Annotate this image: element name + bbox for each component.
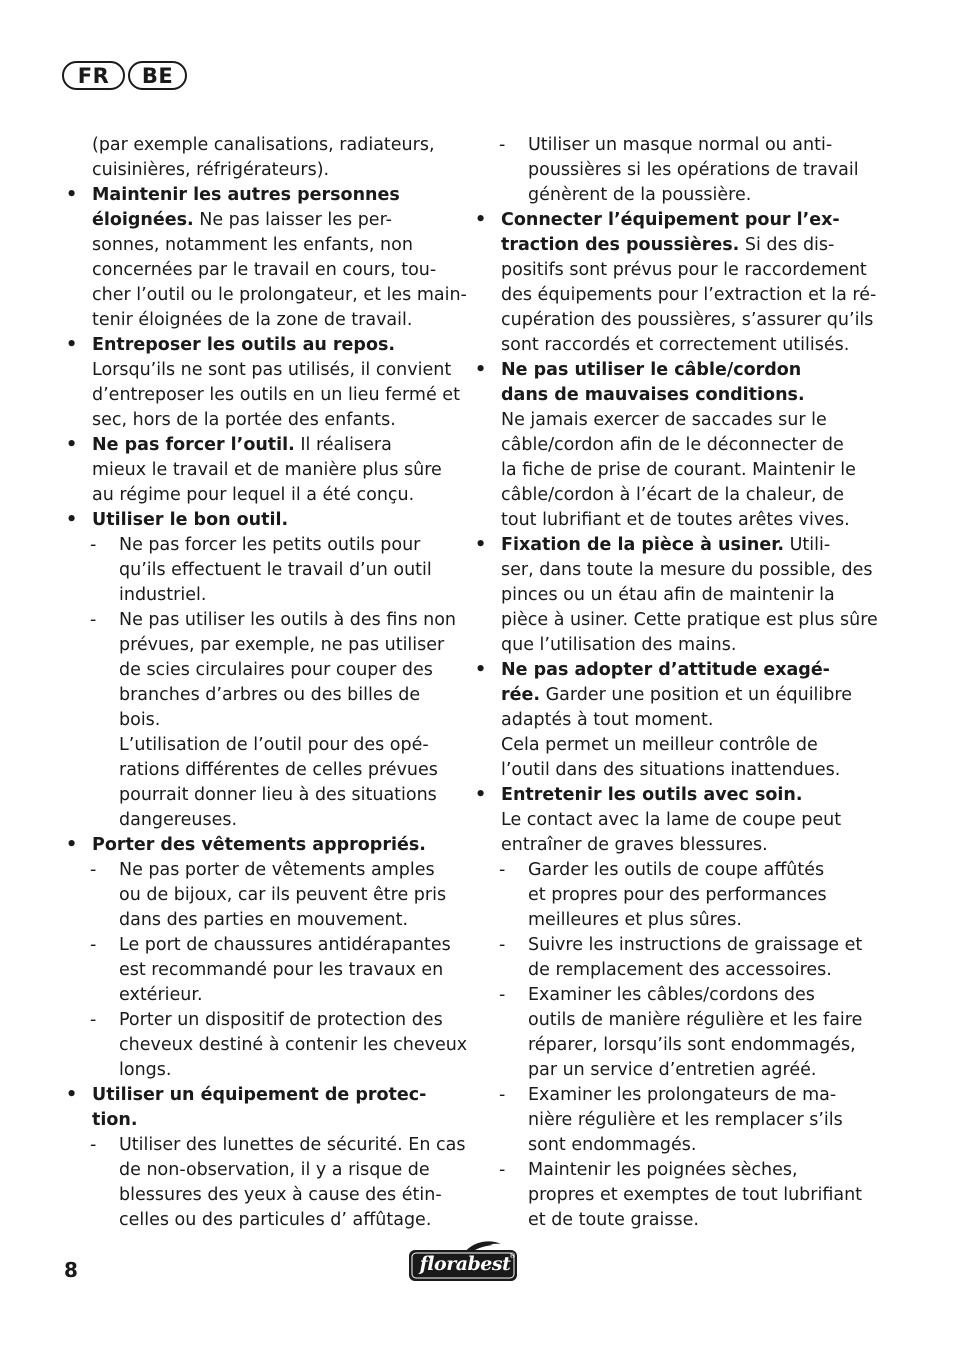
body-text: génèrent de la poussière. — [528, 185, 752, 205]
bullet-item — [473, 208, 865, 233]
body-text: câble/cordon à l’écart de la chaleur, de — [501, 485, 845, 505]
paragraph-line — [473, 308, 874, 333]
bold-heading-text: tion. — [92, 1110, 138, 1130]
paragraph-line — [64, 283, 467, 308]
bold-heading-text: Utiliser un équipement de protec- — [92, 1085, 427, 1105]
body-text: sont endommagés. — [528, 1135, 697, 1155]
body-text: cheveux destiné à contenir les cheveux — [119, 1035, 468, 1055]
body-text: tenir éloignées de la zone de travail. — [92, 310, 413, 330]
dash-item-continuation — [64, 983, 452, 1008]
paragraph-line — [473, 483, 865, 508]
body-text: positifs sont prévus pour le raccordement — [501, 260, 867, 280]
dash-item-continuation — [64, 883, 452, 908]
body-text: entraîner de graves blessures. — [501, 835, 768, 855]
body-text: Il réalisera — [294, 435, 392, 455]
body-text: Cela permet un meilleur contrôle de — [501, 735, 818, 755]
dash-item-continuation — [473, 1008, 865, 1033]
paragraph-line — [473, 458, 865, 483]
bullet-item — [473, 358, 865, 383]
body-text: L’utilisation de l’outil pour des opé- — [119, 735, 429, 755]
language-badge-be: BE — [128, 61, 187, 90]
body-text: meilleures et plus sûres. — [528, 910, 742, 930]
dash-item-continuation — [64, 1033, 468, 1058]
body-text: pinces ou un étau afin de maintenir la — [501, 585, 835, 605]
dash-item-continuation — [473, 1108, 865, 1133]
dash-item-continuation — [64, 733, 452, 758]
body-text: Utiliser des lunettes de sécurité. En cas — [119, 1135, 466, 1155]
dash-item-continuation — [473, 958, 865, 983]
bold-heading-text: rée. — [501, 685, 541, 705]
body-text: Ne jamais exercer de saccades sur le — [501, 410, 827, 430]
body-text: rations différentes de celles prévues — [119, 760, 438, 780]
body-text: extérieur. — [119, 985, 203, 1005]
body-text: Si des dis- — [739, 235, 835, 255]
bold-heading-text: Ne pas forcer l’outil. — [92, 435, 295, 455]
paragraph-line — [64, 258, 452, 283]
dash-item — [473, 858, 865, 883]
dash-item-continuation — [473, 1183, 865, 1208]
paragraph-line — [473, 808, 865, 833]
bold-heading-text: Ne pas adopter d’attitude exagé- — [501, 660, 830, 680]
dash-item — [64, 533, 452, 558]
dash-item — [64, 858, 452, 883]
body-text: Examiner les prolongateurs de ma- — [528, 1085, 837, 1105]
bold-heading-text: Ne pas utiliser le câble/cordon — [501, 360, 802, 380]
body-text: Maintenir les poignées sèches, — [528, 1160, 798, 1180]
body-text: de non-observation, il y a risque de — [119, 1160, 430, 1180]
bold-heading-text: Connecter l’équipement pour l’ex- — [501, 210, 840, 230]
paragraph-line — [473, 733, 865, 758]
bold-heading-text: Maintenir les autres personnes — [92, 185, 400, 205]
body-text: celles ou des particules d’ affûtage. — [119, 1210, 432, 1230]
dash-item — [64, 933, 452, 958]
dash-item — [473, 133, 865, 158]
paragraph-line — [64, 208, 452, 233]
language-badge-fr: FR — [62, 61, 125, 90]
bold-heading-text: Porter des vêtements appropriés. — [92, 835, 426, 855]
body-text: dangereuses. — [119, 810, 238, 830]
paragraph-line — [473, 258, 865, 283]
dash-item-continuation — [64, 558, 452, 583]
dash-item-continuation — [64, 658, 452, 683]
dash-item-continuation — [473, 1133, 865, 1158]
body-text: industriel. — [119, 585, 207, 605]
paragraph-line — [473, 683, 865, 708]
body-text: (par exemple canalisations, radiateurs, — [92, 135, 435, 155]
paragraph-line — [64, 233, 452, 258]
body-text: nière régulière et les remplacer s’ils — [528, 1110, 843, 1130]
body-text: ou de bijoux, car ils peuvent être pris — [119, 885, 447, 905]
left-column — [64, 133, 468, 1233]
dash-item-continuation — [64, 908, 452, 933]
dash-item — [64, 1008, 452, 1033]
paragraph-line — [473, 508, 865, 533]
bullet-item — [64, 433, 452, 458]
body-text: que l’utilisation des mains. — [501, 635, 737, 655]
body-text: Ne pas utiliser les outils à des fins non — [119, 610, 457, 630]
body-text: câble/cordon afin de le déconnecter de — [501, 435, 844, 455]
body-text: Utiliser un masque normal ou anti- — [528, 135, 833, 155]
dash-item-continuation — [64, 1208, 452, 1233]
body-text: l’outil dans des situations inattendues. — [501, 760, 841, 780]
paragraph-line — [473, 283, 877, 308]
paragraph-line — [473, 383, 865, 408]
dash-item-continuation — [64, 1158, 452, 1183]
body-text: adaptés à tout moment. — [501, 710, 714, 730]
paragraph-line — [473, 833, 865, 858]
paragraph-line — [473, 633, 865, 658]
body-text: Suivre les instructions de graissage et — [528, 935, 863, 955]
dash-item-continuation — [64, 708, 452, 733]
paragraph-line — [64, 458, 452, 483]
body-text: ser, dans toute la mesure du possible, des — [501, 560, 873, 580]
bullet-item — [64, 833, 452, 858]
paragraph-line — [64, 308, 452, 333]
body-text: est recommandé pour les travaux en — [119, 960, 444, 980]
body-text: sonnes, notamment les enfants, non — [92, 235, 413, 255]
body-text: Lorsqu’ils ne sont pas utilisés, il convient — [92, 360, 452, 380]
paragraph-line — [64, 158, 452, 183]
language-badges — [62, 61, 187, 90]
paragraph-line — [473, 233, 865, 258]
bold-heading-text: Utiliser le bon outil. — [92, 510, 289, 530]
body-text: propres et exemptes de tout lubrifiant — [528, 1185, 863, 1205]
florabest-logo — [405, 1240, 520, 1284]
dash-item-continuation — [64, 683, 452, 708]
body-text: branches d’arbres ou des billes de — [119, 685, 421, 705]
bold-heading-text: Entreposer les outils au repos. — [92, 335, 396, 355]
bullet-item — [64, 333, 452, 358]
body-text: Ne pas laisser les per- — [193, 210, 392, 230]
body-text: la fiche de prise de courant. Maintenir le — [501, 460, 856, 480]
paragraph-line — [473, 558, 873, 583]
paragraph-line — [473, 433, 865, 458]
dash-item-continuation — [473, 1208, 865, 1233]
paragraph-line — [64, 358, 452, 383]
paragraph-line — [64, 483, 452, 508]
body-text: Porter un dispositif de protection des — [119, 1010, 443, 1030]
body-text: sont raccordés et correctement utilisés. — [501, 335, 850, 355]
paragraph-line — [473, 583, 865, 608]
body-text: mieux le travail et de manière plus sûre — [92, 460, 442, 480]
dash-item-continuation — [473, 1058, 865, 1083]
body-text: Utili- — [784, 535, 831, 555]
paragraph-line — [473, 758, 865, 783]
body-text: cupération des poussières, s’assurer qu’ils — [501, 310, 874, 330]
body-text: au régime pour lequel il a été conçu. — [92, 485, 415, 505]
body-text: Ne pas porter de vêtements amples — [119, 860, 435, 880]
body-text: d’entreposer les outils en un lieu fermé et — [92, 385, 460, 405]
dash-item — [473, 933, 865, 958]
body-text: cuisinières, réfrigérateurs). — [92, 160, 330, 180]
body-text: Le contact avec la lame de coupe peut — [501, 810, 842, 830]
dash-item — [473, 983, 865, 1008]
dash-item-continuation — [473, 883, 865, 908]
body-text: pièce à usiner. Cette pratique est plus sûre — [501, 610, 878, 630]
body-text: Examiner les câbles/cordons des — [528, 985, 815, 1005]
paragraph-line — [64, 133, 452, 158]
body-text: bois. — [119, 710, 161, 730]
dash-item — [473, 1083, 865, 1108]
dash-item — [64, 1133, 466, 1158]
body-text: blessures des yeux à cause des étin- — [119, 1185, 442, 1205]
body-text: par un service d’entretien agréé. — [528, 1060, 817, 1080]
paragraph-line — [64, 383, 460, 408]
bullet-item — [473, 533, 865, 558]
bullet-item — [64, 183, 452, 208]
body-text: prévues, par exemple, ne pas utiliser — [119, 635, 445, 655]
body-text: Garder les outils de coupe affûtés — [528, 860, 825, 880]
body-text: qu’ils effectuent le travail d’un outil — [119, 560, 432, 580]
body-text: cher l’outil ou le prolongateur, et les main- — [92, 285, 467, 305]
body-text: tout lubrifiant et de toutes arêtes vives. — [501, 510, 850, 530]
paragraph-line — [64, 408, 452, 433]
bold-heading-text: Fixation de la pièce à usiner. — [501, 535, 784, 555]
bullet-item — [473, 783, 865, 808]
dash-item-continuation — [473, 1033, 865, 1058]
bold-heading-text: dans de mauvaises conditions. — [501, 385, 805, 405]
body-text: concernées par le travail en cours, tou- — [92, 260, 437, 280]
dash-item-continuation — [64, 1183, 452, 1208]
body-text: poussières si les opérations de travail — [528, 160, 859, 180]
bullet-item — [473, 658, 865, 683]
dash-item-continuation — [64, 758, 452, 783]
dash-item-continuation — [64, 808, 452, 833]
paragraph-line — [473, 608, 878, 633]
bullet-item — [64, 1083, 452, 1108]
bold-heading-text: traction des poussières. — [501, 235, 740, 255]
dash-item — [64, 608, 457, 633]
body-text: réparer, lorsqu’ils sont endommagés, — [528, 1035, 856, 1055]
paragraph-line — [473, 708, 865, 733]
body-text: Ne pas forcer les petits outils pour — [119, 535, 421, 555]
bullet-item — [64, 508, 452, 533]
paragraph-line — [473, 408, 865, 433]
dash-item-continuation — [64, 583, 452, 608]
body-text: sec, hors de la portée des enfants. — [92, 410, 396, 430]
page-number: 8 — [64, 1258, 78, 1282]
body-text: outils de manière régulière et les faire — [528, 1010, 863, 1030]
body-text: dans des parties en mouvement. — [119, 910, 409, 930]
bold-heading-text: Entretenir les outils avec soin. — [501, 785, 803, 805]
body-text: de remplacement des accessoires. — [528, 960, 832, 980]
right-column — [473, 133, 878, 1233]
dash-item — [473, 1158, 865, 1183]
registered-mark: ® — [509, 1252, 516, 1260]
logo-wordmark: florabest — [419, 1253, 511, 1275]
body-text: Le port de chaussures antidérapantes — [119, 935, 451, 955]
body-text: et propres pour des performances — [528, 885, 827, 905]
body-text: longs. — [119, 1060, 172, 1080]
body-text: des équipements pour l’extraction et la ré- — [501, 285, 877, 305]
dash-item-continuation — [473, 183, 865, 208]
bold-heading-text: éloignées. — [92, 210, 194, 230]
dash-item-continuation — [64, 633, 452, 658]
dash-item-continuation — [64, 1058, 452, 1083]
body-text: de scies circulaires pour couper des — [119, 660, 433, 680]
dash-item-continuation — [473, 158, 865, 183]
dash-item-continuation — [473, 908, 865, 933]
body-text: Garder une position et un équilibre — [540, 685, 852, 705]
body-text: pourrait donner lieu à des situations — [119, 785, 437, 805]
body-text: et de toute graisse. — [528, 1210, 699, 1230]
dash-item-continuation — [64, 958, 452, 983]
paragraph-line — [473, 333, 865, 358]
dash-item-continuation — [64, 783, 452, 808]
paragraph-line — [64, 1108, 452, 1133]
